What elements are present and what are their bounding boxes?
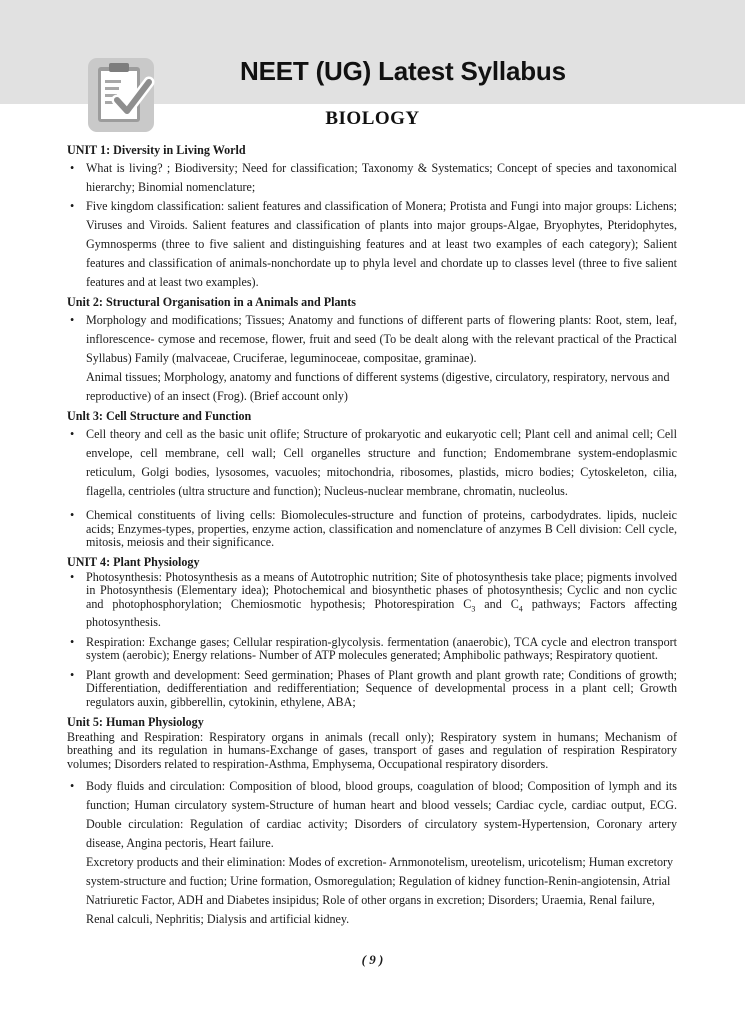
continuation-text: Animal tissues; Morphology, anatomy and functions of different systems (digestive, circulatory, respiratory, nervous and reproductive) of an insect (Frog). (Brief account only) <box>86 370 670 403</box>
subject-heading <box>0 108 745 130</box>
photosynthesis-text-b: pathways; Factors affecting photosynthesis. <box>86 596 677 629</box>
unit-3-list <box>67 425 677 501</box>
list-item: • Plant growth and development: Seed germination; Phases of Plant growth and plant growth rate; Conditions of growth; Differentiation, dedifferentiation and redifferentiation; Sequence of developmental process in a plant cell; Growth regulators auxin, gibberellin, cytokinin, ethylene, ABA; <box>67 669 677 710</box>
unit-5-list <box>67 777 677 853</box>
list-item: • Morphology and modifications; Tissues; Anatomy and functions of different parts of flowering plants: Root, stem, leaf, inflorescence- cymose and recemose, flower, fruit and seed (To be dealt along with the relevant practical of the Practical Syllabus) Family (malvaceae, Cruciferae, leguminoceae, compositae, graminae). <box>67 311 677 368</box>
list-item: • Body fluids and circulation: Composition of blood, blood groups, coagulation of blood; Composition of lymph and its function; Human circulatory system-Structure of human heart and blood vessels; Cardiac cycle, cardiac output, ECG. Double circulation: Regulation of cardiac activity; Disorders of circulatory system-Hypertension, Coronary artery disease, Angina pectoris, Heart failure. <box>67 777 677 853</box>
unit-1-list <box>67 159 677 292</box>
unit-2-heading: Unit 2: Structural Organisation in a Animals and Plants <box>67 295 356 309</box>
continuation-text: Excretory products and their elimination: Modes of excretion- Arnmonotelism, ureotelism, uricotelism; Human excretory system-structure and fuction; Urine formation, Osmoregulation; Regulation of kidney function-Renin-angiotensin, Atrial Natriuretic Factor, ADH and Diabetes insipidus; Role of other organs in excretion; Disorders; Uraemia, Renal failure, Renal calculi, Nephritis; Dialysis and artificial kidney. <box>86 855 674 927</box>
unit-4-list <box>67 571 677 710</box>
subscript-3: 3 <box>471 604 476 614</box>
unit-3-list-2 <box>67 509 677 550</box>
unit-3-heading: Unlt 3: Cell Structure and Function <box>67 409 252 423</box>
list-item: • Cell theory and cell as the basic unit oflife; Structure of prokaryotic and eukaryotic cell; Plant cell and animal cell; Cell envelope, cell membrane, cell wall; Cell organelles structure and function; Endomembrane system-endoplasmic reticulum, Golgi bodies, lysosomes, vacuoles; mitochondria, ribosomes, plastids, micro bodies; Cytoskeleton, cilia, flagella, centrioles (ultra structure and function); Nucleus-nuclear membrane, chromatin, nucleolus. <box>67 425 677 501</box>
list-item <box>67 571 677 630</box>
photosynthesis-text-mid: and C <box>475 596 519 611</box>
list-item: • Chemical constituents of living cells: Biomolecules-structure and function of proteins, carbodydrates. lipids, nucleic acids; Enzymes-types, properties, enzyme action, classification and nomenclature of anzymes B Cell division: Cell cycle, mitosis, meiosis and their significance. <box>67 509 677 550</box>
list-item: • Respiration: Exchange gases; Cellular respiration-glycolysis. fermentation (anaerobic), TCA cycle and electron transport system (aerobic); Energy relations- Number of ATP molecules generated; Amphibolic pathways; Respiratory quotient. <box>67 636 677 663</box>
syllabus-content <box>67 142 677 929</box>
page-number: ( 9 ) <box>361 952 384 967</box>
subject-label: BIOLOGY <box>325 108 420 129</box>
unit-2-list <box>67 311 677 368</box>
list-item: • Five kingdom classification: salient features and classification of Monera; Protista and Fungi into major groups: Lichens; Viruses and Viroids. Salient features and classification of plants into major groups-Algae, Bryophytes, Pteridophytes, Gymnosperms (three to five salient and distinguishing features and at least two examples of each category); Salient features and classification of animals-nonchordate up to phyla level and chordate up to classes level (three to five salient features and at least two examples). <box>67 197 677 292</box>
list-item: • What is living? ; Biodiversity; Need for classification; Taxonomy & Systematics; Concept of species and taxonomical hierarchy; Binomial nomenclature; <box>67 159 677 197</box>
paragraph: Breathing and Respiration: Respiratory organs in animals (recall only); Respiratory system in humans; Mechanism of breathing and its regulation in humans-Exchange of gases, transport of gases and regulation of respiration Respiratory volumes; Disorders related to respiration-Asthma, Emphysema, Occupational respiratory disorders. <box>67 729 677 771</box>
photosynthesis-text-a: Photosynthesis: Photosynthesis as a means of Autotrophic nutrition; Site of photosynthesis take place; pigments involved in Photosynthesis (Elementary idea); Photochemical and biosynthetic phases of photosynthesis; Cyclic and non cyclic and photophosphorylation; Chemiosmotic hypothesis; Photorespiration C <box>86 569 677 611</box>
subscript-4: 4 <box>518 604 523 614</box>
unit-4-heading: UNIT 4: Plant Physiology <box>67 554 200 569</box>
page-title: NEET (UG) Latest Syllabus <box>240 56 566 86</box>
unit-1-heading: UNIT 1: Diversity in Living World <box>67 143 246 157</box>
unit-5-heading: Unit 5: Human Physiology <box>67 714 204 729</box>
